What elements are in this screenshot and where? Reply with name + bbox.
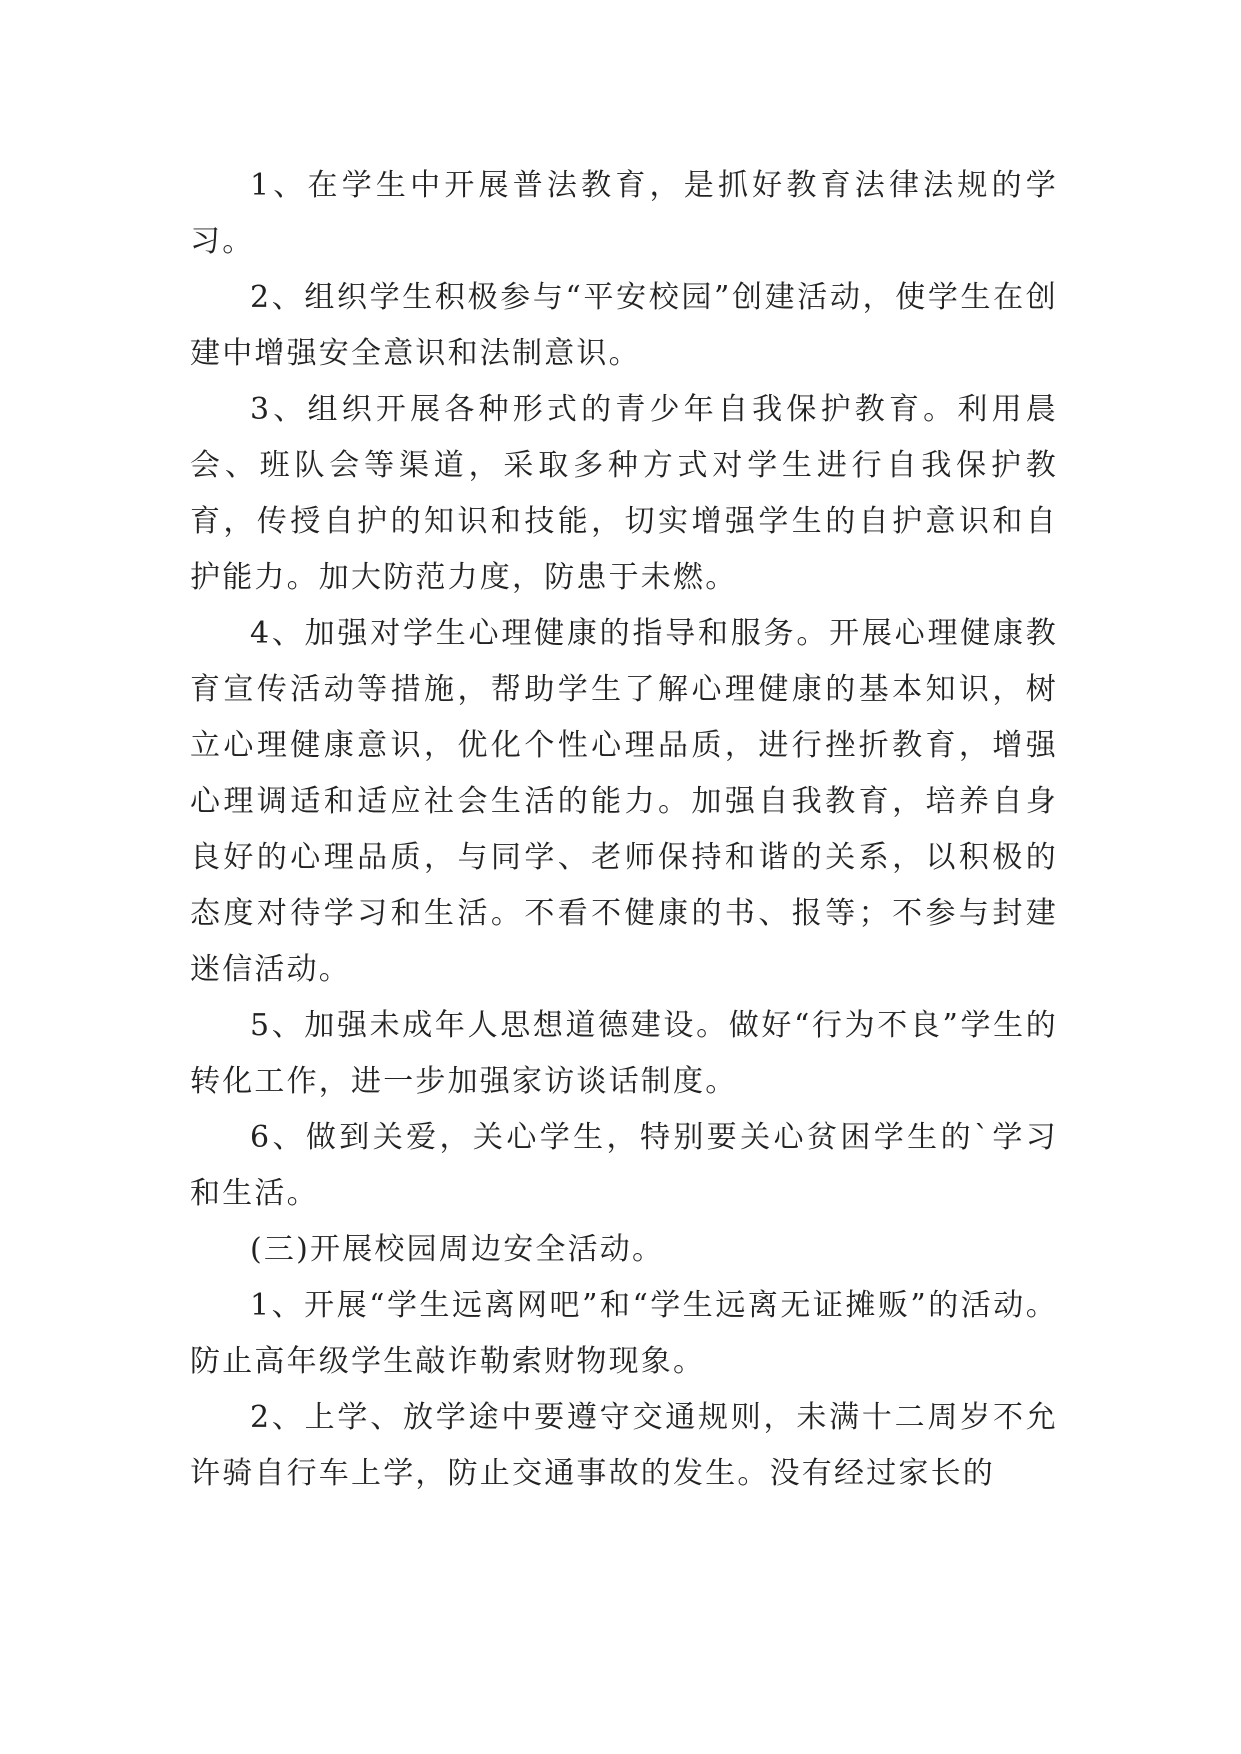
document-body [190,158,1058,1502]
paragraph-4: 4、加强对学生心理健康的指导和服务。开展心理健康教育宣传活动等措施，帮助学生了解心理健康的基本知识，树立心理健康意识，优化个性心理品质，进行挫折教育，增强心理调适和适应社会生活的能力。加强自我教育，培养自身良好的心理品质，与同学、老师保持和谐的关系，以积极的态度对待学习和生活。不看不健康的书、报等；不参与封建迷信活动。 [190,616,1058,987]
paragraph-2: 2、组织学生积极参与“平安校园”创建活动，使学生在创建中增强安全意识和法制意识。 [190,280,1058,371]
paragraph-7: 1、开展“学生远离网吧”和“学生远离无证摊贩”的活动。防止高年级学生敲诈勒索财物现象。 [190,1288,1058,1379]
paragraph-5: 5、加强未成年人思想道德建设。做好“行为不良”学生的转化工作，进一步加强家访谈话制度。 [190,1008,1058,1099]
paragraph-6: 6、做到关爱，关心学生，特别要关心贫困学生的`学习和生活。 [190,1120,1058,1211]
paragraph-8: 2、上学、放学途中要遵守交通规则，未满十二周岁不允许骑自行车上学，防止交通事故的发生。没有经过家长的 [190,1400,1058,1491]
paragraph-3: 3、组织开展各种形式的青少年自我保护教育。利用晨会、班队会等渠道，采取多种方式对学生进行自我保护教育，传授自护的知识和技能，切实增强学生的自护意识和自护能力。加大防范力度，防患于未燃。 [190,392,1058,595]
paragraph-1: 1、在学生中开展普法教育，是抓好教育法律法规的学习。 [190,168,1058,259]
section-heading: (三)开展校园周边安全活动。 [250,1232,665,1267]
